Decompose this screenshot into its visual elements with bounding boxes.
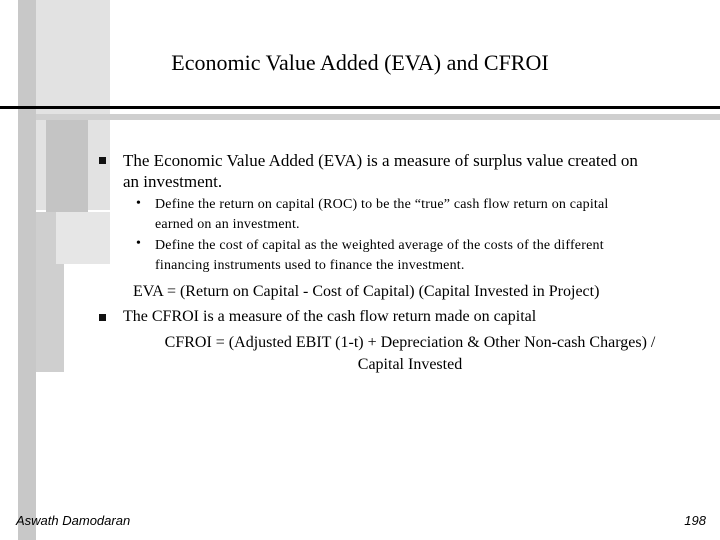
sub-bullet-dot: • [136, 236, 141, 251]
footer-author: Aswath Damodaran [16, 513, 131, 528]
decor-bar-left [18, 0, 36, 540]
bullet-1-text [123, 150, 693, 192]
sub-bullet-2-line-2: financing instruments used to finance the investment. [155, 258, 465, 273]
bullet-marker [99, 314, 106, 321]
sub-bullet-1-text [155, 195, 695, 235]
bullet-2-text: The CFROI is a measure of the cash flow return made on capital [123, 308, 537, 325]
bullet-1-line-2: an investment. [123, 172, 223, 191]
sub-bullet-2-line-1: Define the cost of capital as the weighted average of the costs of the different [155, 238, 604, 253]
sub-bullet-1-line-1: Define the return on capital (ROC) to be the “true” cash flow return on capital [155, 197, 609, 212]
cfroi-formula-line-2: Capital Invested [357, 356, 463, 373]
decor-block-light [56, 212, 110, 264]
slide-title: Economic Value Added (EVA) and CFROI [171, 50, 549, 75]
title-rule-shadow [36, 114, 720, 120]
decor-block-mid [46, 120, 88, 212]
cfroi-formula-line-1: CFROI = (Adjusted EBIT (1-t) + Depreciation & Other Non-cash Charges) / [164, 334, 656, 351]
bullet-marker [99, 157, 106, 164]
page-number: 198 [684, 513, 706, 528]
title-rule [0, 106, 720, 109]
sub-bullet-1-line-2: earned on an investment. [155, 217, 300, 232]
bullet-1-line-1: The Economic Value Added (EVA) is a measure of surplus value created on [123, 151, 638, 170]
sub-bullet-2-text [155, 236, 695, 276]
sub-bullet-dot: • [136, 196, 141, 211]
cfroi-formula [110, 332, 710, 376]
eva-formula: EVA = (Return on Capital - Cost of Capital) (Capital Invested in Project) [133, 283, 600, 300]
